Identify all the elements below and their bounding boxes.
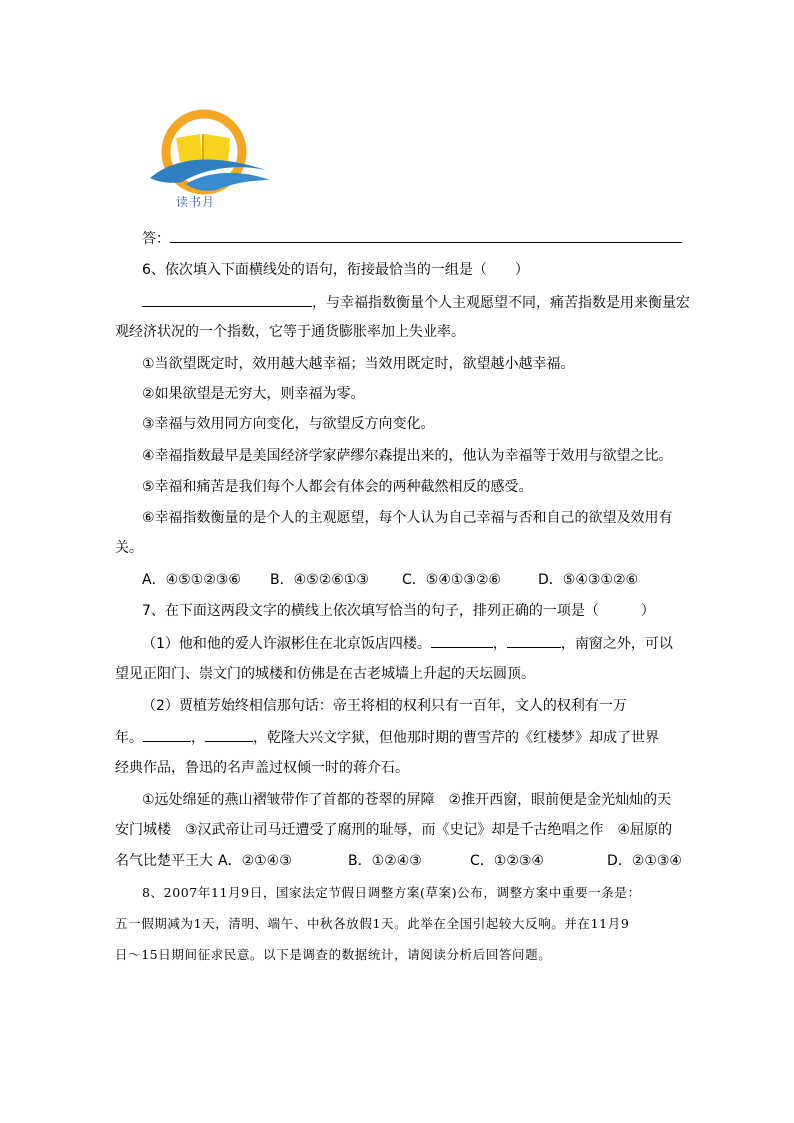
q7-choices-line1: ①远处绵延的燕山褶皱带作了首都的苍翠的屏障 ②推开西窗，眼前便是金光灿灿的天 — [142, 792, 672, 808]
q7-para2-text-2: ，乾隆大兴文字狱，但他那时期的曹雪芹的《红楼梦》却成了世界 — [253, 730, 659, 746]
q7-option-c[interactable]: C．①②③④ — [470, 853, 544, 869]
q8-line2: 五一假期减为1天，清明、端午、中秋各放假1天。此举在全国引起较大反响。并在11月9 — [115, 916, 630, 931]
q6-passage-line-1 — [142, 292, 690, 313]
q7-para2-line2 — [115, 727, 659, 748]
q7-para2-text: 年。 — [115, 730, 143, 746]
q6-stem: 6、依次填入下面横线处的语句，衔接最恰当的一组是（ ） — [142, 262, 529, 278]
q7-para1-line2: 望见正阳门、崇文门的城楼和仿佛是在古老城墙上升起的天坛圆顶。 — [115, 666, 535, 682]
q7-option-a[interactable]: A．②①④③ — [218, 853, 292, 869]
answer-blank[interactable] — [170, 228, 682, 243]
q8-line1: 8、2007年11月9日，国家法定节假日调整方案(草案)公布，调整方案中重要一条是： — [142, 885, 641, 900]
q6-item-5: ⑤幸福和痛苦是我们每个人都会有体会的两种截然相反的感受。 — [142, 479, 533, 495]
q6-option-c[interactable]: C．⑤④①③②⑥ — [402, 572, 502, 588]
q7-para2-blank-1[interactable] — [143, 727, 191, 742]
q6-blank[interactable] — [142, 292, 312, 307]
q7-para1-text-2: ，南窗之外，可以 — [560, 636, 673, 652]
q8-line3: 日～15日期间征求民意。以下是调查的数据统计，请阅读分析后回答问题。 — [115, 947, 552, 962]
q6-item-6: ⑥幸福指数衡量的是个人的主观愿望，每个人认为自己幸福与否和自己的欲望及效用有 — [142, 510, 673, 526]
answer-label: 答： — [142, 231, 170, 247]
q7-option-d[interactable]: D．②①③④ — [607, 853, 682, 869]
q6-passage-text-1: ，与幸福指数衡量个人主观愿望不同，痛苦指数是用来衡量宏 — [312, 295, 690, 311]
q6-item-1: ①当欲望既定时，效用越大越幸福；当效用既定时，欲望越小越幸福。 — [142, 356, 575, 372]
q7-option-b[interactable]: B．①②④③ — [348, 853, 422, 869]
q6-passage-line-2: 观经济状况的一个指数，它等于通货膨胀率加上失业率。 — [115, 324, 465, 340]
q6-option-d[interactable]: D．⑤④③①②⑥ — [538, 572, 639, 588]
q7-stem: 7、在下面这两段文字的横线上依次填写恰当的句子，排列正确的一项是（ ） — [142, 603, 655, 619]
q7-para1-comma: ， — [492, 636, 507, 652]
q6-item-6-cont: 关。 — [115, 540, 143, 556]
q6-option-b[interactable]: B．④⑤②⑥①③ — [270, 572, 369, 588]
q7-para2-line1: （2）贾植芳始终相信那句话：帝王将相的权利只有一百年，文人的权利有一万 — [142, 698, 627, 714]
q7-para1-blank-2[interactable] — [507, 633, 561, 648]
q7-para2-line3: 经典作品，鲁迅的名声盖过权倾一时的蒋介石。 — [115, 760, 409, 776]
q7-para2-blank-2[interactable] — [205, 727, 253, 742]
logo-text: 读书月 — [176, 195, 216, 209]
q6-item-2: ②如果欲望是无穷大，则幸福为零。 — [142, 386, 365, 402]
q7-para2-comma: ， — [191, 730, 205, 746]
q6-item-4: ④幸福指数最早是美国经济学家萨缪尔森提出来的，他认为幸福等于效用与欲望之比。 — [142, 448, 673, 464]
q6-item-3: ③幸福与效用同方向变化，与欲望反方向变化。 — [142, 416, 435, 432]
book-icon — [176, 134, 230, 162]
q7-para1-blank-1[interactable] — [431, 633, 493, 648]
q6-option-a[interactable]: A．④⑤①②③⑥ — [142, 572, 241, 588]
q7-para1-line1 — [142, 633, 673, 654]
q7-choices-line3: 名气比楚平王大 — [115, 853, 213, 869]
answer-line — [142, 228, 682, 249]
q7-choices-line2: 安门城楼 ③汉武帝让司马迁遭受了腐刑的耻辱，而《史记》却是千古绝唱之作 ④屈原的 — [115, 822, 673, 838]
q7-para1-text: （1）他和他的爱人许淑彬住在北京饭店四楼。 — [142, 636, 431, 652]
